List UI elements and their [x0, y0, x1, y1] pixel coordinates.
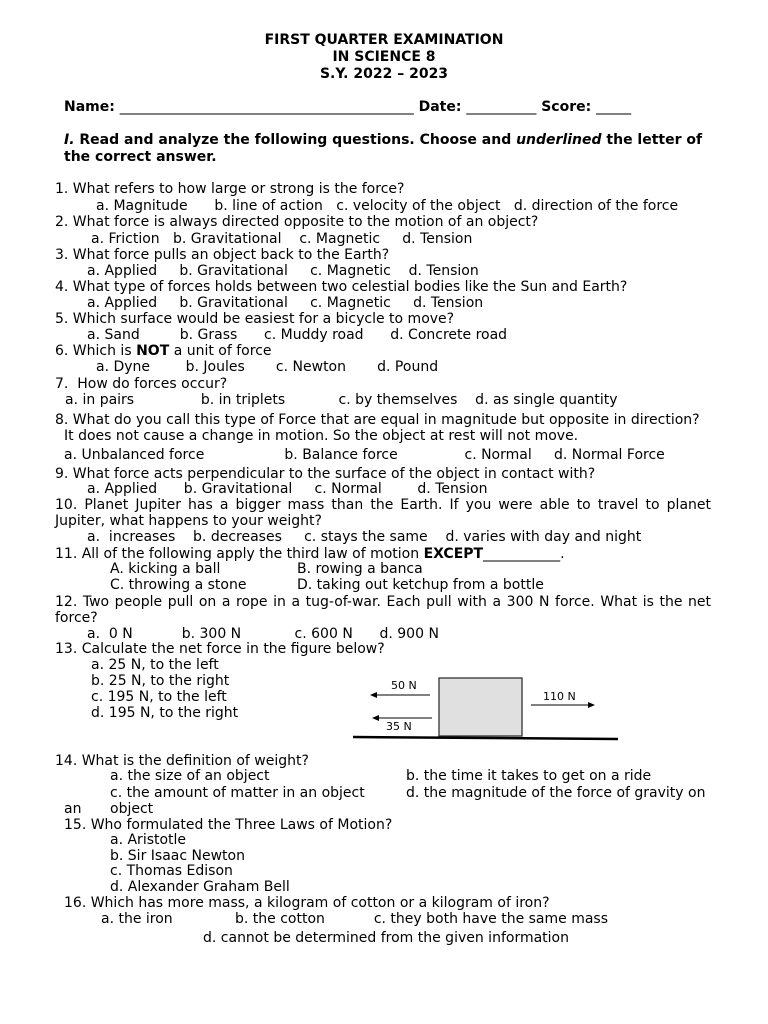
question-16-options: a. the iron b. the cotton c. they both have the same mass — [101, 911, 609, 927]
question-5: 5. Which surface would be easiest for a bicycle to move? — [55, 311, 455, 327]
question-14-option-b: b. the time it takes to get on a ride — [406, 768, 652, 784]
question-14-option-a: a. the size of an object — [110, 768, 270, 784]
question-10: 10. Planet Jupiter has a bigger mass than the Earth. If you were able to travel to planet Jupiter, what happens to your weight? — [55, 497, 711, 529]
question-14-option-c: c. the amount of matter in an object — [110, 785, 365, 801]
question-5-options: a. Sand b. Grass c. Muddy road d. Concrete road — [87, 327, 508, 343]
question-9: 9. What force acts perpendicular to the surface of the object in contact with? — [55, 466, 596, 482]
info-line — [64, 99, 631, 115]
question-8-options: a. Unbalanced force b. Balance force c. Normal d. Normal Force — [64, 447, 665, 463]
question-14-option-d: d. the magnitude of the force of gravity on — [406, 785, 706, 801]
question-7: 7. How do forces occur? — [55, 376, 228, 392]
question-15-option-a: a. Aristotle — [110, 832, 187, 848]
question-1: 1. What refers to how large or strong is the force? — [55, 181, 405, 197]
instructions: I. Read and analyze the following questions. Choose and underlined the letter of — [64, 132, 703, 148]
question-3: 3. What force pulls an object back to the Earth? — [55, 247, 390, 263]
question-12: 12. Two people pull on a rope in a tug-of-war. Each pull with a 300 N force. What is the net force? — [55, 594, 711, 626]
question-15-option-d: d. Alexander Graham Bell — [110, 879, 290, 895]
arrowhead-35n — [372, 715, 379, 721]
school-year: S.Y. 2022 – 2023 — [319, 66, 449, 82]
instructions-cont: the correct answer. — [64, 149, 217, 165]
date-label: Date: — [413, 99, 467, 115]
question-6: 6. Which is NOT a unit of force — [55, 343, 272, 359]
question-11-option-a: A. kicking a ball — [110, 561, 221, 577]
label-110n: 110 N — [543, 690, 576, 703]
question-4: 4. What type of forces holds between two celestial bodies like the Sun and Earth? — [55, 279, 628, 295]
emphasis-except: EXCEPT — [423, 546, 484, 562]
question-11-option-d: D. taking out ketchup from a bottle — [297, 577, 544, 593]
question-8-cont: It does not cause a change in motion. So the object at rest will not move. — [64, 428, 579, 444]
question-6-options: a. Dyne b. Joules c. Newton d. Pound — [96, 359, 439, 375]
question-10-options: a. increases b. decreases c. stays the same d. varies with day and night — [87, 529, 642, 545]
question-2-options: a. Friction b. Gravitational c. Magnetic d. Tension — [91, 231, 473, 247]
question-1-options: a. Magnitude b. line of action c. velocity of the object d. direction of the force — [96, 198, 679, 214]
question-8: 8. What do you call this type of Force that are equal in magnitude but opposite in direction? — [55, 412, 700, 428]
box — [439, 678, 522, 736]
ground-line — [353, 737, 618, 739]
score-label: Score: — [536, 99, 597, 115]
question-16-option-d: d. cannot be determined from the given information — [203, 930, 569, 946]
question-9-options: a. Applied b. Gravitational c. Normal d. Tension — [87, 481, 488, 497]
name-label: Name: — [64, 99, 120, 115]
force-diagram — [350, 670, 625, 745]
question-11: 11. All of the following apply the third law of motion EXCEPT___________. — [55, 546, 565, 562]
question-13: 13. Calculate the net force in the figure below? — [55, 641, 385, 657]
arrowhead-50n — [370, 692, 377, 698]
exam-title: FIRST QUARTER EXAMINATION — [264, 32, 504, 48]
question-7-options: a. in pairs b. in triplets c. by themselves d. as single quantity — [65, 392, 618, 408]
section-numeral: I. — [64, 132, 75, 148]
question-13-option-a: a. 25 N, to the left — [91, 657, 219, 673]
score-field[interactable]: _____ — [596, 99, 632, 115]
question-14-option-d-cont-2: object — [110, 801, 154, 817]
question-4-options: a. Applied b. Gravitational c. Magnetic d. Tension — [87, 295, 484, 311]
exam-subject: IN SCIENCE 8 — [332, 49, 436, 65]
label-50n: 50 N — [391, 679, 417, 692]
question-3-options: a. Applied b. Gravitational c. Magnetic d. Tension — [87, 263, 479, 279]
underlined-word: underlined — [516, 132, 602, 148]
question-16: 16. Which has more mass, a kilogram of cotton or a kilogram of iron? — [64, 895, 550, 911]
question-15: 15. Who formulated the Three Laws of Motion? — [64, 817, 393, 833]
name-field[interactable]: __________________________________________ — [119, 99, 414, 115]
question-14: 14. What is the definition of weight? — [55, 753, 309, 769]
question-12-options: a. 0 N b. 300 N c. 600 N d. 900 N — [87, 626, 439, 642]
question-11-option-b: B. rowing a banca — [297, 561, 423, 577]
question-15-option-b: b. Sir Isaac Newton — [110, 848, 245, 864]
label-35n: 35 N — [386, 720, 412, 733]
question-13-option-b: b. 25 N, to the right — [91, 673, 230, 689]
emphasis-not: NOT — [136, 343, 170, 359]
question-15-option-c: c. Thomas Edison — [110, 863, 233, 879]
question-13-option-c: c. 195 N, to the left — [91, 689, 227, 705]
question-13-option-d: d. 195 N, to the right — [91, 705, 239, 721]
arrowhead-110n — [588, 702, 595, 708]
question-11-option-c: C. throwing a stone — [110, 577, 247, 593]
date-field[interactable]: __________ — [466, 99, 537, 115]
question-14-option-d-cont: an — [64, 801, 82, 817]
question-2: 2. What force is always directed opposite to the motion of an object? — [55, 214, 539, 230]
